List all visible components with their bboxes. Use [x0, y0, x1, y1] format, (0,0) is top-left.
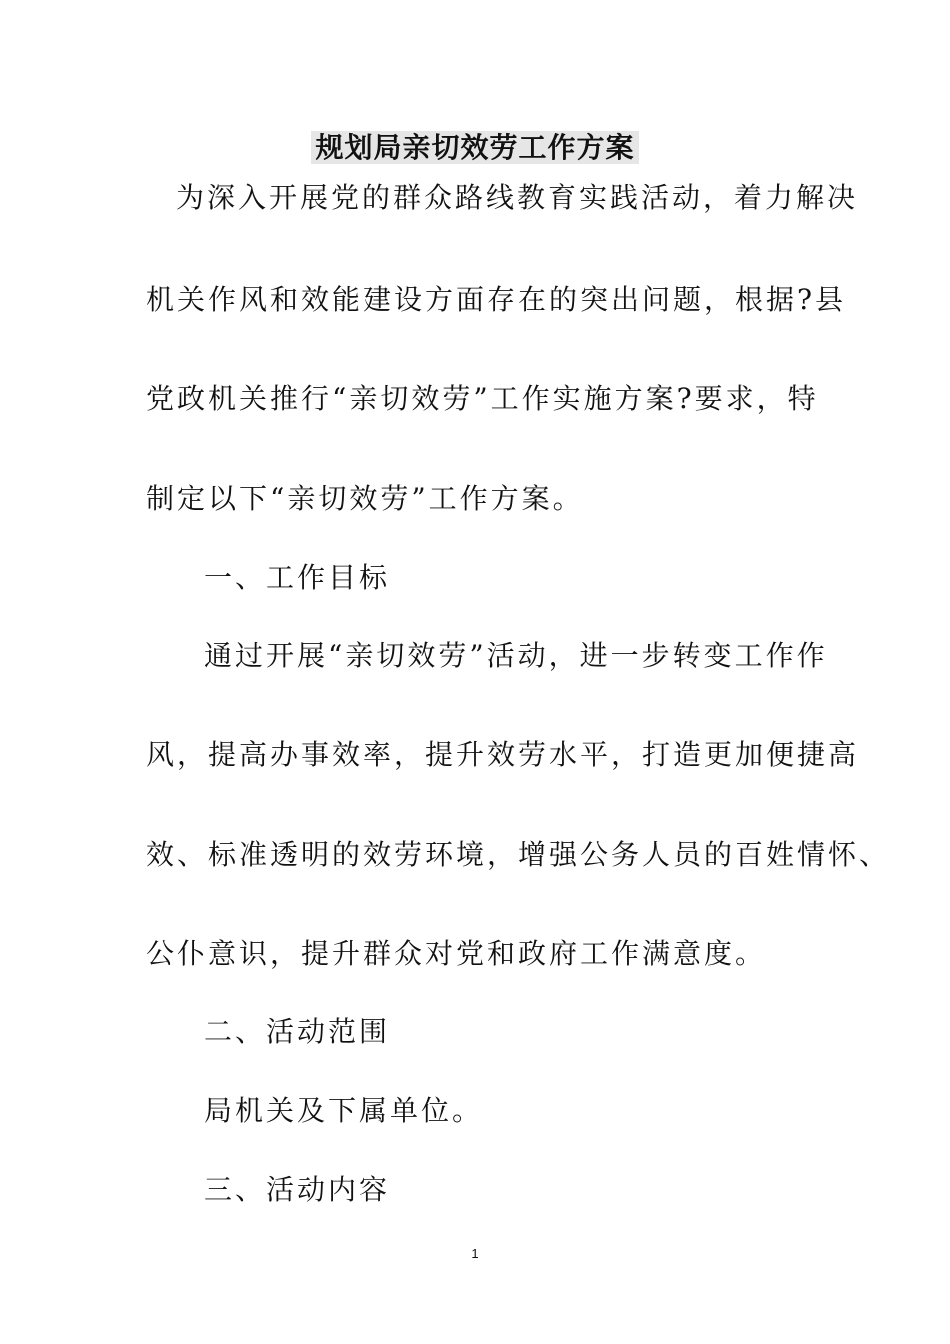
paragraph-line: 党政机关推行“亲切效劳”工作实施方案?要求，特	[146, 382, 819, 415]
document-title	[0, 128, 950, 168]
paragraph-line: 机关作风和效能建设方面存在的突出问题，根据?县	[146, 283, 847, 316]
paragraph-line: 为深入开展党的群众路线教育实践活动，着力解决	[176, 181, 859, 214]
section-heading: 二、活动范围	[204, 1015, 391, 1048]
section-heading: 一、工作目标	[204, 561, 391, 594]
paragraph-line: 风，提高办事效率，提升效劳水平，打造更加便捷高	[146, 738, 860, 771]
paragraph-line: 公仆意识，提升群众对党和政府工作满意度。	[146, 937, 767, 970]
section-heading: 三、活动内容	[204, 1173, 391, 1206]
paragraph-line: 制定以下“亲切效劳”工作方案。	[146, 482, 584, 515]
document-title-text: 规划局亲切效劳工作方案	[311, 131, 638, 164]
paragraph-line: 通过开展“亲切效劳”活动，进一步转变工作作	[204, 639, 828, 672]
page-number: 1	[471, 1246, 479, 1261]
paragraph-line: 效、标准透明的效劳环境，增强公务人员的百姓情怀、	[146, 838, 891, 871]
paragraph-line: 局机关及下属单位。	[204, 1094, 484, 1127]
